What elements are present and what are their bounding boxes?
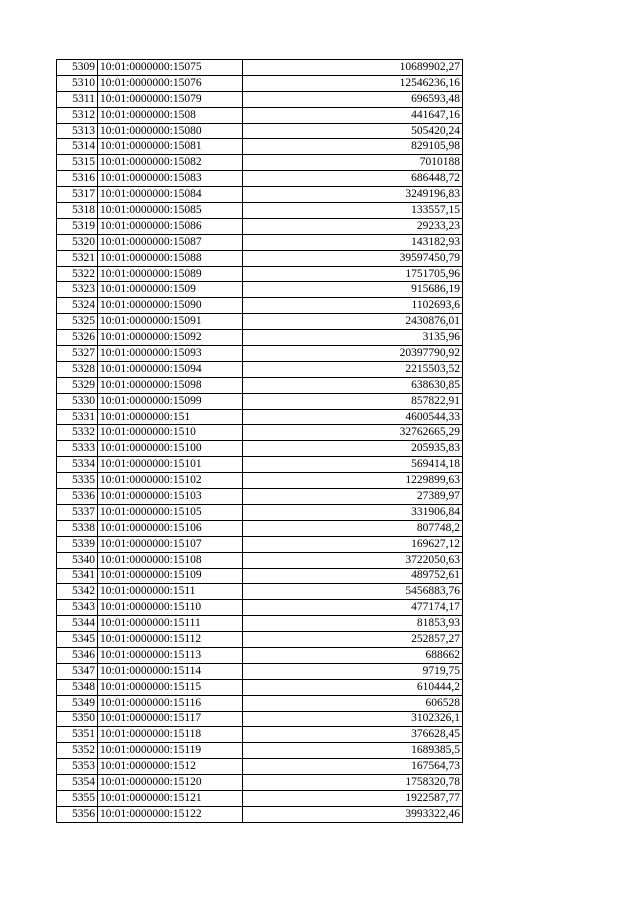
- row-number-cell: 5313: [57, 123, 98, 139]
- cadastral-number-cell: 10:01:0000000:15103: [98, 489, 243, 505]
- table-row: [57, 266, 463, 282]
- table-row: [57, 234, 463, 250]
- row-number-cell: 5331: [57, 409, 98, 425]
- value-cell: 1229899,63: [243, 473, 463, 489]
- value-cell: 143182,93: [243, 234, 463, 250]
- value-cell: 829105,98: [243, 139, 463, 155]
- row-number-cell: 5324: [57, 298, 98, 314]
- cadastral-number-cell: 10:01:0000000:15075: [98, 60, 243, 76]
- value-cell: 252857,27: [243, 632, 463, 648]
- value-cell: 4600544,33: [243, 409, 463, 425]
- value-cell: 20397790,92: [243, 346, 463, 362]
- cadastral-number-cell: 10:01:0000000:15084: [98, 187, 243, 203]
- cadastral-number-cell: 10:01:0000000:15101: [98, 457, 243, 473]
- value-cell: 569414,18: [243, 457, 463, 473]
- row-number-cell: 5354: [57, 775, 98, 791]
- cadastral-number-cell: 10:01:0000000:15081: [98, 139, 243, 155]
- row-number-cell: 5351: [57, 727, 98, 743]
- row-number-cell: 5312: [57, 107, 98, 123]
- table-row: [57, 647, 463, 663]
- value-cell: 3135,96: [243, 330, 463, 346]
- row-number-cell: 5355: [57, 790, 98, 806]
- table-row: [57, 743, 463, 759]
- value-cell: 376628,45: [243, 727, 463, 743]
- cadastral-number-cell: 10:01:0000000:15093: [98, 346, 243, 362]
- table-row: [57, 552, 463, 568]
- cadastral-number-cell: 10:01:0000000:15087: [98, 234, 243, 250]
- value-cell: 1689385,5: [243, 743, 463, 759]
- value-cell: 606528: [243, 695, 463, 711]
- table-row: [57, 536, 463, 552]
- cadastral-number-cell: 10:01:0000000:15121: [98, 790, 243, 806]
- value-cell: 5456883,76: [243, 584, 463, 600]
- row-number-cell: 5337: [57, 504, 98, 520]
- row-number-cell: 5348: [57, 679, 98, 695]
- table-row: [57, 568, 463, 584]
- cadastral-number-cell: 10:01:0000000:1510: [98, 425, 243, 441]
- table-row: [57, 679, 463, 695]
- row-number-cell: 5320: [57, 234, 98, 250]
- cadastral-number-cell: 10:01:0000000:15117: [98, 711, 243, 727]
- value-cell: 133557,15: [243, 203, 463, 219]
- cadastral-number-cell: 10:01:0000000:15108: [98, 552, 243, 568]
- cadastral-number-cell: 10:01:0000000:15122: [98, 806, 243, 822]
- table-row: [57, 361, 463, 377]
- row-number-cell: 5339: [57, 536, 98, 552]
- row-number-cell: 5314: [57, 139, 98, 155]
- cadastral-number-cell: 10:01:0000000:15120: [98, 775, 243, 791]
- value-cell: 688662: [243, 647, 463, 663]
- value-cell: 857822,91: [243, 393, 463, 409]
- cadastral-number-cell: 10:01:0000000:15089: [98, 266, 243, 282]
- table-row: [57, 203, 463, 219]
- table-row: [57, 123, 463, 139]
- table-row: [57, 663, 463, 679]
- table-row: [57, 600, 463, 616]
- table-row: [57, 457, 463, 473]
- registry-table: [56, 59, 463, 823]
- row-number-cell: 5329: [57, 377, 98, 393]
- value-cell: 2430876,01: [243, 314, 463, 330]
- cadastral-number-cell: 10:01:0000000:15094: [98, 361, 243, 377]
- value-cell: 1102693,6: [243, 298, 463, 314]
- value-cell: 1922587,77: [243, 790, 463, 806]
- table-row: [57, 250, 463, 266]
- row-number-cell: 5326: [57, 330, 98, 346]
- row-number-cell: 5344: [57, 616, 98, 632]
- cadastral-number-cell: 10:01:0000000:15099: [98, 393, 243, 409]
- row-number-cell: 5349: [57, 695, 98, 711]
- value-cell: 169627,12: [243, 536, 463, 552]
- row-number-cell: 5318: [57, 203, 98, 219]
- value-cell: 3102326,1: [243, 711, 463, 727]
- row-number-cell: 5323: [57, 282, 98, 298]
- value-cell: 686448,72: [243, 171, 463, 187]
- value-cell: 7010188: [243, 155, 463, 171]
- row-number-cell: 5319: [57, 218, 98, 234]
- row-number-cell: 5343: [57, 600, 98, 616]
- table-row: [57, 711, 463, 727]
- table-row: [57, 346, 463, 362]
- table-row: [57, 441, 463, 457]
- row-number-cell: 5347: [57, 663, 98, 679]
- table-row: [57, 139, 463, 155]
- value-cell: 81853,93: [243, 616, 463, 632]
- row-number-cell: 5340: [57, 552, 98, 568]
- value-cell: 2215503,52: [243, 361, 463, 377]
- row-number-cell: 5332: [57, 425, 98, 441]
- cadastral-number-cell: 10:01:0000000:15088: [98, 250, 243, 266]
- value-cell: 915686,19: [243, 282, 463, 298]
- row-number-cell: 5333: [57, 441, 98, 457]
- table-row: [57, 520, 463, 536]
- value-cell: 696593,48: [243, 91, 463, 107]
- table-row: [57, 504, 463, 520]
- table-row: [57, 218, 463, 234]
- value-cell: 1751705,96: [243, 266, 463, 282]
- row-number-cell: 5327: [57, 346, 98, 362]
- cadastral-number-cell: 10:01:0000000:15082: [98, 155, 243, 171]
- value-cell: 39597450,79: [243, 250, 463, 266]
- table-row: [57, 60, 463, 76]
- row-number-cell: 5317: [57, 187, 98, 203]
- row-number-cell: 5356: [57, 806, 98, 822]
- value-cell: 10689902,27: [243, 60, 463, 76]
- cadastral-number-cell: 10:01:0000000:15105: [98, 504, 243, 520]
- row-number-cell: 5336: [57, 489, 98, 505]
- row-number-cell: 5342: [57, 584, 98, 600]
- cadastral-number-cell: 10:01:0000000:15085: [98, 203, 243, 219]
- cadastral-number-cell: 10:01:0000000:15076: [98, 75, 243, 91]
- row-number-cell: 5334: [57, 457, 98, 473]
- cadastral-number-cell: 10:01:0000000:1511: [98, 584, 243, 600]
- table-row: [57, 91, 463, 107]
- value-cell: 205935,83: [243, 441, 463, 457]
- row-number-cell: 5325: [57, 314, 98, 330]
- table-row: [57, 790, 463, 806]
- value-cell: 807748,2: [243, 520, 463, 536]
- cadastral-number-cell: 10:01:0000000:15113: [98, 647, 243, 663]
- table-row: [57, 806, 463, 822]
- cadastral-number-cell: 10:01:0000000:15118: [98, 727, 243, 743]
- table-row: [57, 314, 463, 330]
- value-cell: 441647,16: [243, 107, 463, 123]
- cadastral-number-cell: 10:01:0000000:15091: [98, 314, 243, 330]
- cadastral-number-cell: 10:01:0000000:15100: [98, 441, 243, 457]
- value-cell: 167564,73: [243, 759, 463, 775]
- cadastral-number-cell: 10:01:0000000:15111: [98, 616, 243, 632]
- table-row: [57, 425, 463, 441]
- cadastral-number-cell: 10:01:0000000:15090: [98, 298, 243, 314]
- value-cell: 27389,97: [243, 489, 463, 505]
- table-row: [57, 298, 463, 314]
- value-cell: 29233,23: [243, 218, 463, 234]
- cadastral-number-cell: 10:01:0000000:15083: [98, 171, 243, 187]
- cadastral-number-cell: 10:01:0000000:1508: [98, 107, 243, 123]
- table-row: [57, 330, 463, 346]
- cadastral-number-cell: 10:01:0000000:15114: [98, 663, 243, 679]
- cadastral-number-cell: 10:01:0000000:1509: [98, 282, 243, 298]
- table-row: [57, 632, 463, 648]
- table-row: [57, 393, 463, 409]
- value-cell: 1758320,78: [243, 775, 463, 791]
- cadastral-number-cell: 10:01:0000000:15110: [98, 600, 243, 616]
- table-row: [57, 155, 463, 171]
- row-number-cell: 5330: [57, 393, 98, 409]
- cadastral-number-cell: 10:01:0000000:15080: [98, 123, 243, 139]
- value-cell: 9719,75: [243, 663, 463, 679]
- cadastral-number-cell: 10:01:0000000:15086: [98, 218, 243, 234]
- row-number-cell: 5346: [57, 647, 98, 663]
- table-row: [57, 695, 463, 711]
- row-number-cell: 5345: [57, 632, 98, 648]
- cadastral-number-cell: 10:01:0000000:15119: [98, 743, 243, 759]
- row-number-cell: 5338: [57, 520, 98, 536]
- row-number-cell: 5341: [57, 568, 98, 584]
- value-cell: 3249196,83: [243, 187, 463, 203]
- row-number-cell: 5335: [57, 473, 98, 489]
- row-number-cell: 5316: [57, 171, 98, 187]
- value-cell: 331906,84: [243, 504, 463, 520]
- cadastral-number-cell: 10:01:0000000:15102: [98, 473, 243, 489]
- cadastral-number-cell: 10:01:0000000:15116: [98, 695, 243, 711]
- table-row: [57, 187, 463, 203]
- table-row: [57, 775, 463, 791]
- row-number-cell: 5350: [57, 711, 98, 727]
- value-cell: 12546236,16: [243, 75, 463, 91]
- row-number-cell: 5321: [57, 250, 98, 266]
- cadastral-number-cell: 10:01:0000000:15115: [98, 679, 243, 695]
- table-row: [57, 377, 463, 393]
- cadastral-number-cell: 10:01:0000000:15098: [98, 377, 243, 393]
- cadastral-number-cell: 10:01:0000000:15109: [98, 568, 243, 584]
- cadastral-number-cell: 10:01:0000000:15107: [98, 536, 243, 552]
- table-row: [57, 473, 463, 489]
- value-cell: 638630,85: [243, 377, 463, 393]
- row-number-cell: 5352: [57, 743, 98, 759]
- table-row: [57, 616, 463, 632]
- value-cell: 3722050,63: [243, 552, 463, 568]
- row-number-cell: 5353: [57, 759, 98, 775]
- table-row: [57, 409, 463, 425]
- value-cell: 32762665,29: [243, 425, 463, 441]
- cadastral-number-cell: 10:01:0000000:15079: [98, 91, 243, 107]
- table-row: [57, 584, 463, 600]
- row-number-cell: 5309: [57, 60, 98, 76]
- row-number-cell: 5322: [57, 266, 98, 282]
- value-cell: 505420,24: [243, 123, 463, 139]
- table-row: [57, 282, 463, 298]
- cadastral-number-cell: 10:01:0000000:151: [98, 409, 243, 425]
- cadastral-number-cell: 10:01:0000000:15112: [98, 632, 243, 648]
- table-row: [57, 75, 463, 91]
- row-number-cell: 5315: [57, 155, 98, 171]
- table-row: [57, 727, 463, 743]
- cadastral-number-cell: 10:01:0000000:1512: [98, 759, 243, 775]
- value-cell: 477174,17: [243, 600, 463, 616]
- row-number-cell: 5328: [57, 361, 98, 377]
- registry-table-body: [57, 60, 463, 823]
- value-cell: 3993322,46: [243, 806, 463, 822]
- table-row: [57, 107, 463, 123]
- row-number-cell: 5311: [57, 91, 98, 107]
- value-cell: 610444,2: [243, 679, 463, 695]
- cadastral-number-cell: 10:01:0000000:15092: [98, 330, 243, 346]
- row-number-cell: 5310: [57, 75, 98, 91]
- table-row: [57, 489, 463, 505]
- table-row: [57, 759, 463, 775]
- value-cell: 489752,61: [243, 568, 463, 584]
- table-row: [57, 171, 463, 187]
- cadastral-number-cell: 10:01:0000000:15106: [98, 520, 243, 536]
